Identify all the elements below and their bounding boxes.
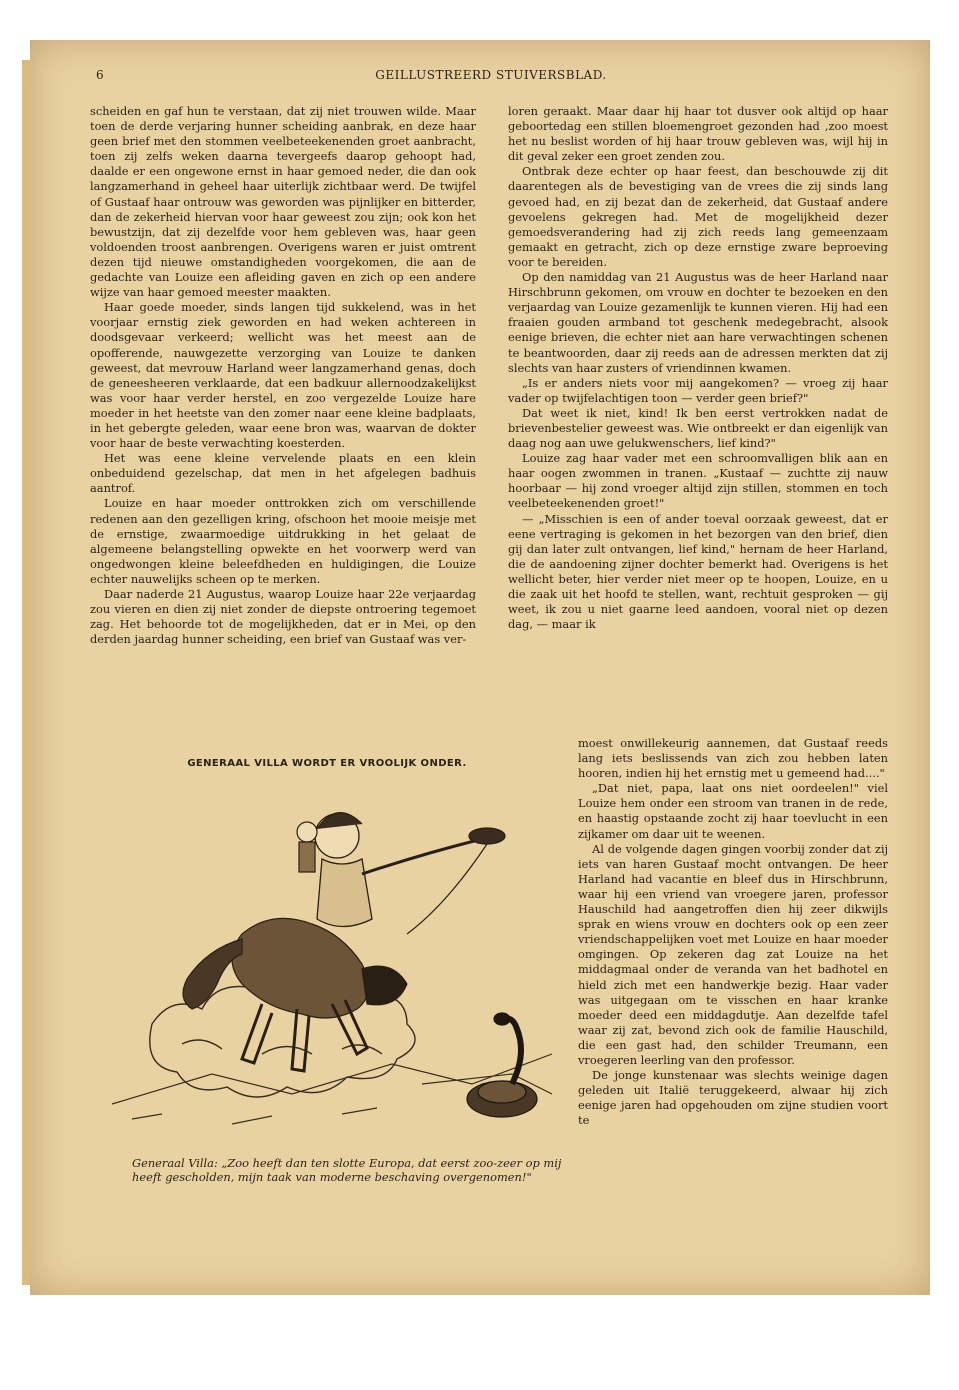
cartoon-illustration	[92, 754, 562, 1152]
rider-drawing	[315, 813, 505, 934]
right-column-bottom	[578, 736, 888, 1198]
right-column-top	[508, 104, 888, 734]
paragraph: Louize en haar moeder onttrokken zich om verschillende redenen aan den gezelligen kring, ofschoon het mooie meisje met de ernstige, zwaarmoedige uitdrukking in het gelaat de algemeene belangstelling opwekte en het voorwerp werd van ongedwongen kleine beleefdheden en huldigingen, die Louize echter nauwelijks scheen op te merken.	[90, 496, 476, 586]
paragraph: De jonge kunstenaar was slechts weinige dagen geleden uit Italië teruggekeerd, alwaar hij zich eenige jaren had opgehouden om zijne studien voort te	[578, 1068, 888, 1128]
paragraph: „Dat niet, papa, laat ons niet oordeelen!" viel Louize hem onder een stroom van tranen in de rede, en haastig opstaande zocht zij haar toevlucht in een zijkamer om daar uit te weenen.	[578, 781, 888, 841]
paragraph: Daar naderde 21 Augustus, waarop Louize haar 22e verjaardag zou vieren en dien zij niet zonder de diepste ontroering tegemoet zag. Het behoorde tot de mogelijkheden, dat er in Mei, op den derden jaardag hunner scheiding, een brief van Gustaaf was ver-	[90, 587, 476, 647]
paragraph: loren geraakt. Maar daar hij haar tot dusver ook altijd op haar geboortedag een stillen bloemengroet gezonden had ,zoo moest het nu beslist worden of hij haar trouw gebleven was, wijl hij in dit geval zeker een groet zenden zou.	[508, 104, 888, 164]
page-number: 6	[96, 68, 105, 82]
journal-title: GEILLUSTREERD STUIVERSBLAD.	[375, 68, 607, 82]
paragraph: Haar goede moeder, sinds langen tijd sukkelend, was in het voorjaar ernstig ziek geworden en had weken achtereen in doodsgevaar verkeerd; wellicht was het meest aan de opofferende, nauwgezette verzorging van Louize te danken geweest, dat mevrouw Harland weer langzamerhand genas, doch de geneesheeren verklaarde, dat een badkuur allernoodzakelijkst was voor haar verder herstel, en zoo vergezelde Louize hare moeder in het heetste van den zomer naar eene kleine badplaats, in het gebergte geleden, waar eene bron was, waarvan de dokter voor haar de beste verwachting koesterden.	[90, 300, 476, 451]
paragraph: moest onwillekeurig aannemen, dat Gustaaf reeds lang iets beslissends van zich zou hebben laten hooren, indien hij het ernstig met u gemeend had...."	[578, 736, 888, 781]
paragraph: — „Misschien is een of ander toeval oorzaak geweest, dat er eene vertraging is gekomen in het bezorgen van den brief, dien gij dan later zult ontvangen, lief kind," hernam de heer Harland, die de aandoening zijner dochter bemerkt had. Overigens is het wellicht beter, hier verder niet meer op te hoopen, Louize, en u die zaak uit het hoofd te stellen, want, rechtuit gesproken — gij weet, ik zou u niet gaarne leed aandoen, vooral niet op dezen dag, — maar ik	[508, 511, 888, 632]
small-figure-drawing	[297, 822, 317, 872]
snake-drawing	[467, 1013, 537, 1117]
paragraph: scheiden en gaf hun te verstaan, dat zij niet trouwen wilde. Maar toen de derde verjaring hunner scheiding aanbrak, en deze haar geen brief met den stommen veelbeteekenenden groet aanbracht, toen zij zelfs weken daarna tevergeefs daarop gehoopt had, daalde er een ongewone ernst in haar gemoed neder, die dan ook langzamerhand in geheel haar uiterlijk zichtbaar werd. De twijfel of Gustaaf haar ontrouw was geworden was pijnlijker en bitterder, dan de zekerheid hiervan voor haar geweest zou zijn; ook kon het bewustzijn, dat zij dezelfde voor hem gebleven was, haar geen voldoenden troost aanbrengen. Overigens waren er juist omtrent dezen tijd nieuwe omstandigheden voorgekomen, die aan de gedachte van Louize een afleiding gaven en zich op een andere wijze van haar gemoed meester maakten.	[90, 104, 476, 300]
cartoon-drawing	[92, 774, 562, 1152]
paragraph: Ontbrak deze echter op haar feest, dan beschouwde zij dit daarentegen als de bevestiging van de vrees die zij sinds lang gevoed had, en zij bezat dan de zekerheid, dat Gustaaf andere gevoelens gekregen had. Met de mogelijkheid dezer gemoedsverandering had zij zich reeds lang gemeenzaam gemaakt en getracht, zich op deze ernstige zware beproeving voor te bereiden.	[508, 164, 888, 269]
left-column	[90, 104, 476, 734]
paragraph: Al de volgende dagen gingen voorbij zonder dat zij iets van haren Gustaaf mocht ontvangen. De heer Harland had vacantie en bleef dus in Hirschbrunn, waar hij een vriend van vroegere jaren, professor Hauschild had aangetroffen dien hij zeer dikwijls sprak en wiens vrouw en dochters ook op een zeer vriendschappelijken voet met Louize en haar moeder omgingen. Op zekeren dag zat Louize na het middagmaal onder de veranda van het badhotel en hield zich met een handwerkje bezig. Haar vader was uitgegaan om te visschen en haar kranke moeder deed een middagdutje. Aan dezelfde tafel waar zij zat, bevond zich ook de familie Hauschild, die een gast had, den schilder Treumann, een vroegeren leerling van den professor.	[578, 841, 888, 1067]
illustration-caption: Generaal Villa: „Zoo heeft dan ten slotte Europa, dat eerst zoo-zeer op mij heeft gescholden, mijn taak van moderne beschaving overgenomen!"	[132, 1156, 562, 1184]
paragraph: Het was eene kleine vervelende plaats en een klein onbeduidend gezelschap, dat men in het afgelegen badhuis aantrof.	[90, 451, 476, 496]
illustration-title: GENERAAL VILLA WORDT ER VROOLIJK ONDER.	[187, 758, 467, 769]
running-head	[96, 68, 886, 86]
paragraph: Louize zag haar vader met een schroomvalligen blik aan en haar oogen zwommen in tranen. „Kustaaf — zuchtte zij nauw hoorbaar — hij zond vroeger altijd zijn stillen, stommen en toch veelbeteekenenden groet!"	[508, 451, 888, 511]
footer-strip	[0, 1298, 959, 1390]
paragraph: Op den namiddag van 21 Augustus was de heer Harland naar Hirschbrunn gekomen, om vrouw en dochter te bezoeken en den verjaardag van Louize gezamenlijk te kunnen vieren. Hij had een fraaien gouden armband tot geschenk medegebracht, alsook eenige brieven, die echter niet aan hare verwachtingen schenen te beantwoorden, daar zij reeds aan de adressen merkten dat zij slechts van haar zusters of vriendinnen kwamen.	[508, 270, 888, 375]
paragraph: Dat weet ik niet, kind! Ik ben eerst vertrokken nadat de brievenbestelier geweest was. Wie ontbreekt er dan eigenlijk van daag nog aan uwe gelukwenschers, lief kind?"	[508, 405, 888, 451]
paragraph: „Is er anders niets voor mij aangekomen? — vroeg zij haar vader op twijfelachtigen toon — verder geen brief?"	[508, 375, 888, 405]
